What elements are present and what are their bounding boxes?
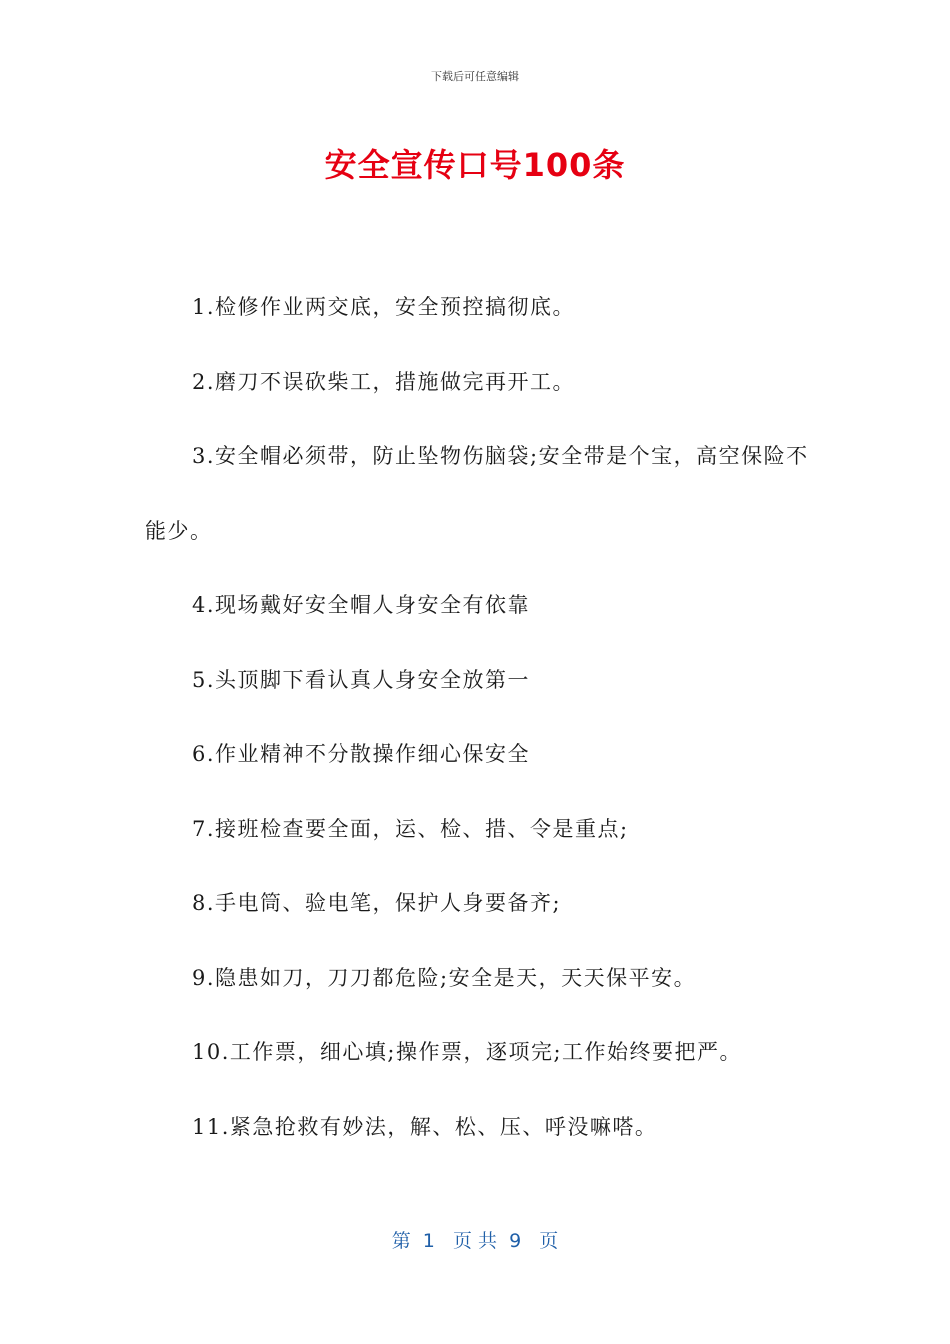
slogan-item-7: 7.接班检查要全面，运、检、措、令是重点;: [192, 816, 629, 841]
slogan-item-3: 3.安全帽必须带，防止坠物伤脑袋;安全带是个宝，高空保险不能少。: [145, 444, 809, 543]
header-note: 下载后可任意编辑: [431, 70, 519, 83]
slogan-item-8: 8.手电筒、验电笔，保护人身要备齐;: [192, 891, 562, 915]
slogan-item-1: 1.检修作业两交底，安全预控搞彻底。: [192, 295, 576, 319]
page-title: 安全宣传口号100条: [324, 146, 626, 184]
slogan-item-11: 11.紧急抢救有妙法，解、松、压、呼没嘛嗒。: [192, 1114, 658, 1139]
slogan-item-5: 5.头顶脚下看认真人身安全放第一: [192, 667, 531, 692]
slogan-item-2: 2.磨刀不误砍柴工，措施做完再开工。: [192, 369, 576, 394]
slogan-item-6: 6.作业精神不分散操作细心保安全: [192, 742, 531, 766]
page-number-footer: 第 1 页 共 9 页: [391, 1230, 559, 1252]
slogan-item-4: 4.现场戴好安全帽人身安全有依靠: [192, 593, 531, 617]
slogan-item-10: 10.工作票，细心填;操作票，逐项完;工作始终要把严。: [192, 1040, 743, 1064]
slogan-item-9: 9.隐患如刀，刀刀都危险;安全是天，天天保平安。: [192, 965, 697, 990]
slogan-list: [145, 270, 810, 1164]
